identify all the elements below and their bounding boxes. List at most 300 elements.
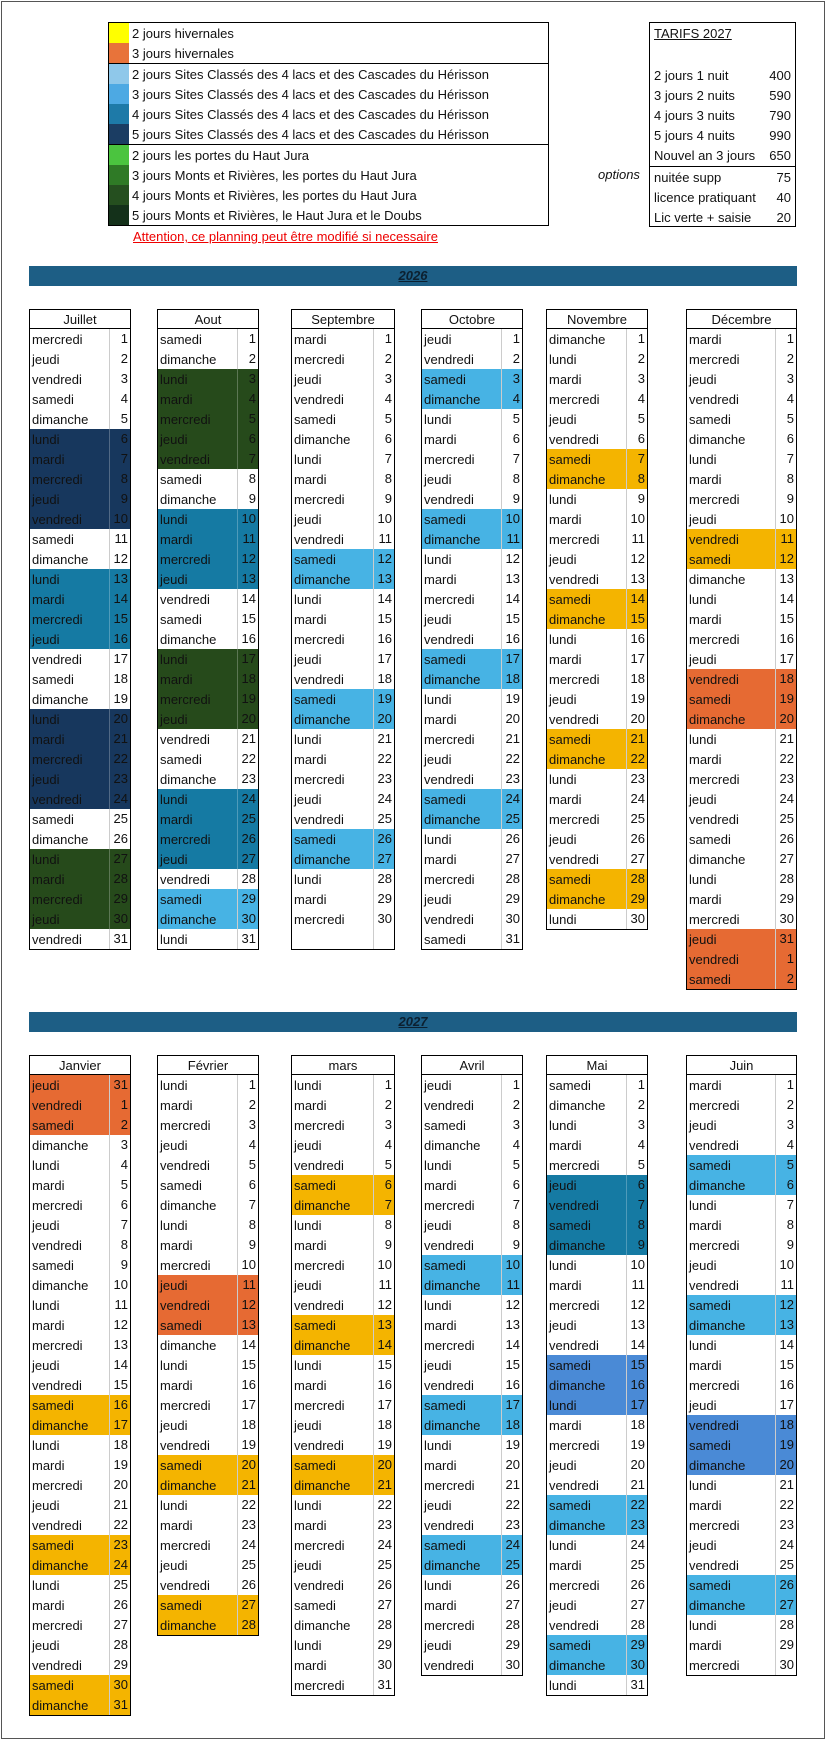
day-row — [422, 749, 522, 769]
day-number: 22 — [626, 1495, 647, 1515]
day-row — [158, 1215, 258, 1235]
day-name: lundi — [424, 1157, 452, 1173]
day-name: lundi — [549, 351, 577, 367]
day-row — [30, 769, 130, 789]
day-row — [547, 729, 647, 749]
day-number: 7 — [109, 1215, 130, 1235]
day-row — [158, 1375, 258, 1395]
day-number: 10 — [237, 509, 258, 529]
day-name: lundi — [424, 411, 452, 427]
day-name: vendredi — [549, 1617, 599, 1633]
day-number: 5 — [109, 409, 130, 429]
day-number: 1 — [237, 1075, 258, 1095]
day-row — [292, 1475, 394, 1495]
day-row — [30, 389, 130, 409]
day-name: mercredi — [549, 671, 600, 687]
day-name: mercredi — [424, 1477, 475, 1493]
day-row — [158, 589, 258, 609]
day-number: 6 — [775, 1175, 796, 1195]
day-name: jeudi — [689, 1537, 717, 1553]
day-row — [687, 709, 796, 729]
day-name: vendredi — [689, 1137, 739, 1153]
day-name: lundi — [549, 1537, 577, 1553]
day-row — [687, 1475, 796, 1495]
day-row — [30, 849, 130, 869]
day-name: samedi — [424, 371, 466, 387]
day-number: 1 — [109, 1095, 130, 1115]
day-name: vendredi — [160, 1297, 210, 1313]
day-name: mardi — [294, 331, 327, 347]
day-number: 15 — [626, 609, 647, 629]
day-row — [158, 1235, 258, 1255]
day-number: 27 — [626, 1595, 647, 1615]
day-row — [422, 709, 522, 729]
day-name: lundi — [424, 1297, 452, 1313]
day-name: vendredi — [32, 371, 82, 387]
options-label: options — [598, 167, 640, 182]
day-number — [373, 929, 394, 949]
day-name: mercredi — [689, 1517, 740, 1533]
day-number: 2 — [775, 349, 796, 369]
day-row — [687, 1335, 796, 1355]
day-name: samedi — [160, 1457, 202, 1473]
day-number: 10 — [373, 1255, 394, 1275]
day-number: 31 — [501, 929, 522, 949]
day-row — [292, 1175, 394, 1195]
legend-item — [109, 165, 548, 185]
day-row — [292, 1575, 394, 1595]
day-name: samedi — [294, 1317, 336, 1333]
day-row — [158, 1335, 258, 1355]
day-number: 17 — [501, 1395, 522, 1415]
day-name: mercredi — [160, 551, 211, 567]
day-number: 17 — [109, 649, 130, 669]
day-name: vendredi — [424, 491, 474, 507]
day-number: 19 — [109, 689, 130, 709]
day-row — [547, 749, 647, 769]
day-name: samedi — [549, 1357, 591, 1373]
day-row — [547, 1675, 647, 1695]
day-name: samedi — [32, 1537, 74, 1553]
day-number: 24 — [237, 1535, 258, 1555]
day-row — [30, 809, 130, 829]
day-row — [547, 1535, 647, 1555]
day-name: mercredi — [32, 331, 83, 347]
day-number: 25 — [775, 809, 796, 829]
day-name: jeudi — [294, 1277, 322, 1293]
day-name: jeudi — [294, 371, 322, 387]
day-number: 3 — [501, 1115, 522, 1135]
day-row — [30, 429, 130, 449]
day-number: 1 — [373, 329, 394, 349]
day-number: 14 — [373, 1335, 394, 1355]
day-row — [547, 1075, 647, 1095]
day-name: mardi — [424, 711, 457, 727]
day-name: jeudi — [689, 651, 717, 667]
day-number: 25 — [626, 1555, 647, 1575]
day-name: dimanche — [424, 531, 481, 547]
day-name: lundi — [689, 591, 717, 607]
tarif-price: 75 — [776, 169, 791, 185]
legend-item — [109, 185, 548, 205]
day-row — [292, 1375, 394, 1395]
day-number: 23 — [237, 1515, 258, 1535]
day-name: mardi — [32, 591, 65, 607]
day-name: lundi — [549, 631, 577, 647]
day-name: samedi — [549, 591, 591, 607]
day-row — [547, 629, 647, 649]
day-row — [158, 1555, 258, 1575]
legend-item — [109, 23, 548, 43]
day-number: 19 — [775, 689, 796, 709]
day-name: jeudi — [549, 1597, 577, 1613]
day-number: 20 — [501, 1455, 522, 1475]
day-name: jeudi — [424, 611, 452, 627]
day-row — [292, 1595, 394, 1615]
day-number: 29 — [109, 889, 130, 909]
day-name: samedi — [689, 1297, 731, 1313]
day-row — [158, 709, 258, 729]
day-row — [547, 1215, 647, 1235]
day-row — [158, 389, 258, 409]
day-name: mardi — [549, 1557, 582, 1573]
day-number: 31 — [109, 1695, 130, 1715]
day-row — [292, 909, 394, 929]
day-number: 27 — [373, 849, 394, 869]
day-number: 1 — [775, 329, 796, 349]
day-row — [30, 1215, 130, 1235]
day-row — [292, 1095, 394, 1115]
tarif-row — [654, 187, 791, 207]
day-name: jeudi — [424, 751, 452, 767]
day-name: mercredi — [160, 411, 211, 427]
day-row — [422, 1335, 522, 1355]
day-row — [422, 829, 522, 849]
day-number: 29 — [373, 1635, 394, 1655]
day-row — [30, 329, 130, 349]
day-number: 11 — [109, 529, 130, 549]
day-row — [158, 549, 258, 569]
day-number: 13 — [237, 1315, 258, 1335]
day-name: dimanche — [689, 571, 746, 587]
day-number: 10 — [109, 509, 130, 529]
tarif-label: 3 jours 2 nuits — [654, 87, 735, 103]
day-name: vendredi — [549, 711, 599, 727]
day-name: lundi — [32, 571, 60, 587]
month-table — [29, 1055, 131, 1716]
day-number: 3 — [109, 369, 130, 389]
day-number: 4 — [109, 389, 130, 409]
day-number: 28 — [373, 869, 394, 889]
day-number: 22 — [775, 749, 796, 769]
day-row — [547, 649, 647, 669]
day-number: 18 — [626, 669, 647, 689]
day-row — [292, 609, 394, 629]
day-name: dimanche — [689, 1457, 746, 1473]
day-row — [30, 869, 130, 889]
day-name: jeudi — [689, 371, 717, 387]
day-row — [547, 509, 647, 529]
day-name: mardi — [160, 531, 193, 547]
legend-label: 3 jours Sites Classés des 4 lacs et des Cascades du Hérisson — [132, 86, 489, 102]
day-row — [292, 689, 394, 709]
day-number: 12 — [501, 1295, 522, 1315]
day-name: lundi — [294, 1637, 322, 1653]
day-name: samedi — [689, 1157, 731, 1173]
day-number: 6 — [373, 429, 394, 449]
day-number: 27 — [109, 849, 130, 869]
day-row — [158, 1475, 258, 1495]
day-number: 10 — [373, 509, 394, 529]
day-name: mardi — [294, 1097, 327, 1113]
day-number: 26 — [373, 829, 394, 849]
day-number: 10 — [775, 509, 796, 529]
day-number: 20 — [109, 709, 130, 729]
day-row — [158, 1255, 258, 1275]
day-number: 22 — [501, 1495, 522, 1515]
day-name: mercredi — [160, 831, 211, 847]
day-number: 21 — [775, 1475, 796, 1495]
day-row — [30, 449, 130, 469]
day-number: 27 — [237, 1595, 258, 1615]
day-name: jeudi — [32, 1637, 60, 1653]
day-name: lundi — [424, 1437, 452, 1453]
day-number: 19 — [237, 1435, 258, 1455]
day-name: lundi — [549, 771, 577, 787]
day-number: 7 — [626, 1195, 647, 1215]
day-row — [687, 1615, 796, 1635]
day-name: jeudi — [294, 511, 322, 527]
day-name: vendredi — [689, 671, 739, 687]
day-row — [547, 1515, 647, 1535]
day-row — [158, 829, 258, 849]
day-number: 11 — [237, 1275, 258, 1295]
day-number: 1 — [501, 1075, 522, 1095]
day-name: mercredi — [32, 1617, 83, 1633]
day-number: 16 — [775, 1375, 796, 1395]
day-number: 31 — [373, 1675, 394, 1695]
day-number: 8 — [775, 1215, 796, 1235]
day-number: 4 — [626, 1135, 647, 1155]
tarif-label: nuitée supp — [654, 169, 722, 185]
day-name: lundi — [424, 691, 452, 707]
day-name: samedi — [549, 731, 591, 747]
day-number: 22 — [626, 749, 647, 769]
day-row — [158, 1075, 258, 1095]
day-number: 18 — [501, 1415, 522, 1435]
day-row — [687, 1275, 796, 1295]
day-row — [422, 469, 522, 489]
day-row — [547, 1155, 647, 1175]
day-number: 19 — [775, 1435, 796, 1455]
day-number: 25 — [237, 1555, 258, 1575]
day-name: mardi — [32, 1177, 65, 1193]
day-name: mercredi — [689, 351, 740, 367]
day-row — [158, 1435, 258, 1455]
day-row — [422, 1355, 522, 1375]
day-name: lundi — [294, 1497, 322, 1513]
day-number: 4 — [775, 389, 796, 409]
day-name: samedi — [689, 551, 731, 567]
day-number: 14 — [109, 589, 130, 609]
tarif-price: 40 — [776, 189, 791, 205]
day-number: 15 — [373, 609, 394, 629]
day-number: 28 — [237, 869, 258, 889]
day-name: mercredi — [424, 451, 475, 467]
day-name: jeudi — [160, 571, 188, 587]
day-number: 13 — [501, 569, 522, 589]
day-name: samedi — [32, 1117, 74, 1133]
day-name: mercredi — [160, 691, 211, 707]
day-row — [687, 1175, 796, 1195]
month-table — [157, 1055, 259, 1636]
day-row — [158, 1515, 258, 1535]
day-row — [30, 1575, 130, 1595]
day-row — [158, 349, 258, 369]
day-row — [292, 429, 394, 449]
day-name: vendredi — [160, 1157, 210, 1173]
day-number: 14 — [775, 1335, 796, 1355]
day-name: samedi — [294, 551, 336, 567]
day-row — [422, 1275, 522, 1295]
day-row — [687, 1655, 796, 1675]
day-number: 24 — [775, 789, 796, 809]
day-number: 11 — [109, 1295, 130, 1315]
day-number: 9 — [775, 1235, 796, 1255]
day-row — [422, 449, 522, 469]
day-row — [30, 1195, 130, 1215]
day-name: dimanche — [689, 431, 746, 447]
day-name: vendredi — [549, 1477, 599, 1493]
day-number: 30 — [373, 909, 394, 929]
day-row — [687, 1135, 796, 1155]
day-number: 2 — [109, 349, 130, 369]
day-number: 16 — [501, 1375, 522, 1395]
day-number: 9 — [501, 1235, 522, 1255]
day-number: 26 — [237, 1575, 258, 1595]
day-number: 23 — [626, 769, 647, 789]
day-number: 10 — [626, 509, 647, 529]
day-number: 14 — [626, 589, 647, 609]
day-number: 16 — [373, 1375, 394, 1395]
day-name: lundi — [32, 431, 60, 447]
day-name: vendredi — [424, 1097, 474, 1113]
day-row — [422, 329, 522, 349]
day-number: 24 — [626, 1535, 647, 1555]
day-name: samedi — [294, 831, 336, 847]
day-name: lundi — [160, 371, 188, 387]
day-number: 1 — [775, 949, 796, 969]
day-name: dimanche — [689, 851, 746, 867]
day-number: 4 — [626, 389, 647, 409]
day-name: jeudi — [424, 891, 452, 907]
day-number: 9 — [775, 489, 796, 509]
day-number: 4 — [373, 389, 394, 409]
day-number: 17 — [775, 649, 796, 669]
day-number: 1 — [373, 1075, 394, 1095]
day-row — [687, 529, 796, 549]
day-row — [292, 1235, 394, 1255]
day-name: jeudi — [294, 651, 322, 667]
day-number: 16 — [626, 1375, 647, 1395]
day-name: mercredi — [32, 611, 83, 627]
day-name: dimanche — [549, 471, 606, 487]
day-number: 8 — [109, 1235, 130, 1255]
day-number: 11 — [373, 529, 394, 549]
day-row — [158, 509, 258, 529]
day-number: 18 — [775, 669, 796, 689]
legend-item — [109, 124, 548, 144]
day-row — [547, 1195, 647, 1215]
day-row — [30, 549, 130, 569]
day-number: 25 — [501, 809, 522, 829]
day-row — [292, 509, 394, 529]
day-name: jeudi — [160, 1417, 188, 1433]
legend-item — [109, 145, 548, 165]
day-name: mardi — [689, 1357, 722, 1373]
day-number: 26 — [109, 829, 130, 849]
day-number: 23 — [237, 769, 258, 789]
day-number: 8 — [373, 469, 394, 489]
day-name: lundi — [160, 1357, 188, 1373]
day-row — [422, 869, 522, 889]
day-number: 18 — [626, 1415, 647, 1435]
day-name: lundi — [549, 1397, 577, 1413]
day-row — [687, 469, 796, 489]
day-name: vendredi — [424, 351, 474, 367]
day-number: 24 — [501, 789, 522, 809]
day-name: vendredi — [294, 531, 344, 547]
day-name: dimanche — [32, 1417, 89, 1433]
day-name: vendredi — [424, 1657, 474, 1673]
day-name: jeudi — [689, 931, 717, 947]
day-name: mardi — [32, 1457, 65, 1473]
day-name: samedi — [294, 1177, 336, 1193]
legend-swatch — [109, 23, 129, 43]
day-name: mardi — [294, 891, 327, 907]
day-name: mardi — [689, 471, 722, 487]
day-row — [158, 1595, 258, 1615]
day-number: 15 — [109, 609, 130, 629]
day-row — [158, 729, 258, 749]
day-number: 30 — [775, 1655, 796, 1675]
month-header: mars — [292, 1056, 394, 1075]
day-number: 21 — [626, 729, 647, 749]
day-name: dimanche — [424, 1557, 481, 1573]
day-name: jeudi — [32, 1357, 60, 1373]
day-name: jeudi — [549, 1177, 577, 1193]
day-row — [687, 1455, 796, 1475]
day-row — [30, 609, 130, 629]
day-number: 30 — [626, 1655, 647, 1675]
day-number: 28 — [109, 1635, 130, 1655]
month-table — [686, 309, 797, 990]
day-name: samedi — [294, 1457, 336, 1473]
day-name: vendredi — [294, 1157, 344, 1173]
day-name: dimanche — [424, 1417, 481, 1433]
day-number: 20 — [775, 709, 796, 729]
day-number: 15 — [501, 609, 522, 629]
day-name: samedi — [160, 611, 202, 627]
day-row — [687, 349, 796, 369]
day-row — [687, 1295, 796, 1315]
day-row — [422, 1315, 522, 1335]
day-number: 13 — [775, 1315, 796, 1335]
day-row — [158, 869, 258, 889]
day-row — [547, 589, 647, 609]
day-name: jeudi — [32, 1077, 60, 1093]
day-row — [292, 669, 394, 689]
